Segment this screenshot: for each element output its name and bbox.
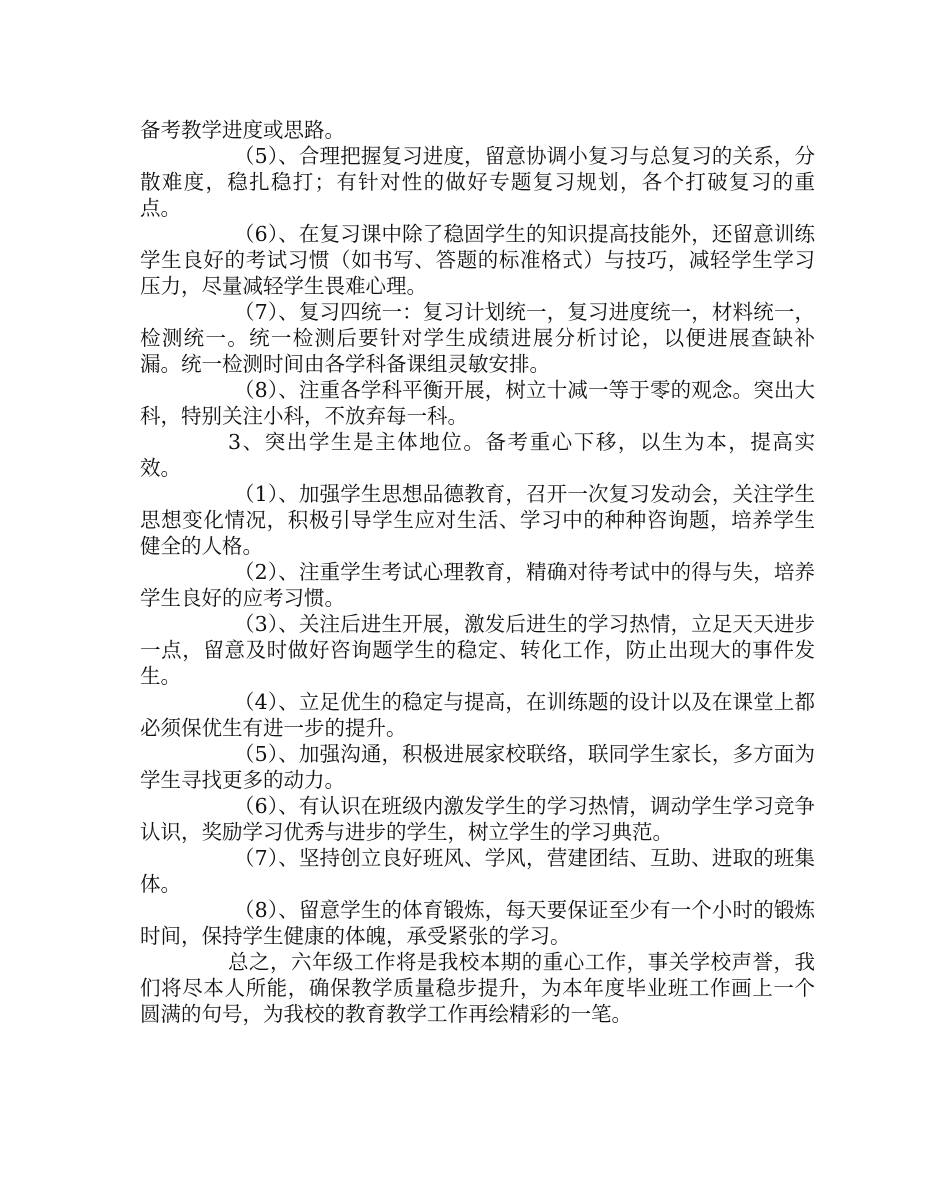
paragraph-item-8: （8）、注重各学科平衡开展，树立十减一等于零的观念。突出大科，特别关注小科，不放弃每一科。 <box>140 378 815 428</box>
paragraph-item-5b: （5）、加强沟通，积极进展家校联络，联同学生家长，多方面为学生寻找更多的动力。 <box>140 742 815 792</box>
paragraph-item-1: （1）、加强学生思想品德教育，召开一次复习发动会，关注学生思想变化情况，积极引导学生应对生活、学习中的种种咨询题，培养学生健全的人格。 <box>140 482 815 558</box>
paragraph-item-6: （6）、在复习课中除了稳固学生的知识提高技能外，还留意训练学生良好的考试习惯（如书写、答题的标准格式）与技巧，减轻学生学习压力，尽量减轻学生畏难心理。 <box>140 222 815 298</box>
section-heading-3: 3、突出学生是主体地位。备考重心下移，以生为本，提高实效。 <box>140 430 815 480</box>
document-body <box>140 117 815 1027</box>
paragraph-conclusion: 总之，六年级工作将是我校本期的重心工作，事关学校声誉，我们将尽本人所能，确保教学质量稳步提升，为本年度毕业班工作画上一个圆满的句号，为我校的教育教学工作再绘精彩的一笔。 <box>140 950 815 1026</box>
paragraph-item-4: （4）、立足优生的稳定与提高，在训练题的设计以及在课堂上都必须保优生有进一步的提升。 <box>140 690 815 740</box>
paragraph-continuation: 备考教学进度或思路。 <box>140 118 345 142</box>
paragraph-item-8b: （8）、留意学生的体育锻炼，每天要保证至少有一个小时的锻炼时间，保持学生健康的体魄，承受紧张的学习。 <box>140 898 815 948</box>
paragraph-item-5: （5）、合理把握复习进度，留意协调小复习与总复习的关系，分散难度，稳扎稳打；有针对性的做好专题复习规划，各个打破复习的重点。 <box>140 144 815 220</box>
paragraph-item-7: （7）、复习四统一：复习计划统一，复习进度统一，材料统一，检测统一。统一检测后要针对学生成绩进展分析讨论，以便进展查缺补漏。统一检测时间由各学科备课组灵敏安排。 <box>140 300 815 376</box>
paragraph-item-6b: （6）、有认识在班级内激发学生的学习热情，调动学生学习竞争认识，奖励学习优秀与进步的学生，树立学生的学习典范。 <box>140 794 815 844</box>
paragraph-item-3: （3）、关注后进生开展，激发后进生的学习热情，立足天天进步一点，留意及时做好咨询题学生的稳定、转化工作，防止出现大的事件发生。 <box>140 612 815 688</box>
paragraph-item-2: （2）、注重学生考试心理教育，精确对待考试中的得与失，培养学生良好的应考习惯。 <box>140 560 815 610</box>
paragraph-item-7b: （7）、坚持创立良好班风、学风，营建团结、互助、进取的班集体。 <box>140 846 815 896</box>
